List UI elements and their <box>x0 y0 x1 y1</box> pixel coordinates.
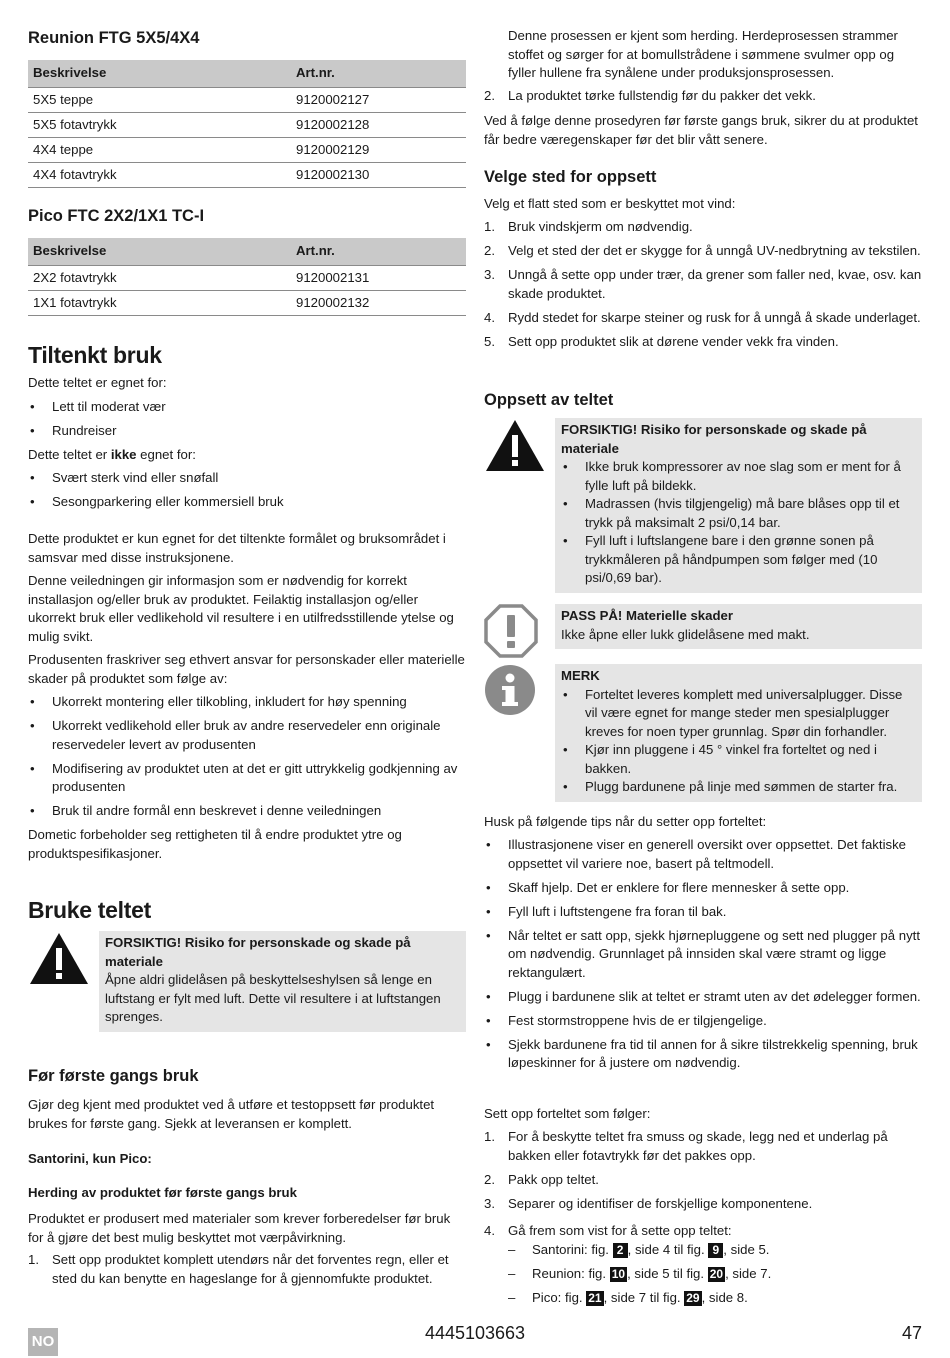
tips-list <box>484 836 922 1078</box>
table-cell: 5X5 fotavtrykk <box>28 113 291 138</box>
list-item: • Modifisering av produktet uten at det er gitt uttrykkelig godkjenning av produsenten <box>28 760 466 797</box>
list-item: • Svært sterk vind eller snøfall <box>28 469 466 488</box>
notice-text: Ikke åpne eller lukk glidelåsene med makt. <box>561 626 810 642</box>
text-run: , side 7. <box>725 1265 772 1281</box>
table-header: Beskrivelse <box>28 60 291 88</box>
suitable-intro: Dette teltet er egnet for: <box>28 375 167 390</box>
list-item <box>28 1251 466 1288</box>
table-header: Beskrivelse <box>28 238 291 266</box>
figure-ref-item <box>508 1265 922 1284</box>
first-use-para: Gjør deg kjent med produktet ved å utføre et testoppsett før produktet brukes for første gang. Sjekk at leveransen er komplett. <box>28 1097 435 1131</box>
table-row <box>28 113 466 138</box>
table-cell: 5X5 teppe <box>28 88 291 113</box>
note-box <box>484 664 922 799</box>
intended-use-heading: Tiltenkt bruk <box>28 342 162 368</box>
figure-ref-list <box>508 1241 922 1308</box>
step-text: For å beskytte teltet fra smuss og skade, legg ned et underlag på bakken eller fotavtrykk før det pakkes opp. <box>508 1129 888 1163</box>
tips-intro: Husk på følgende tips når du setter opp forteltet: <box>484 814 767 829</box>
text-run: , side 5. <box>723 1241 770 1257</box>
table-header-row <box>28 60 466 88</box>
list-item: • Ukorrekt montering eller tilkobling, inkludert for høy spenning <box>28 693 466 712</box>
table-cell: 9120002132 <box>291 291 466 316</box>
table-row <box>28 138 466 163</box>
step-number: 2. <box>484 243 495 258</box>
intended-use-body <box>28 530 466 863</box>
weathering-label: Herding av produktet før første gangs bruk <box>28 1185 297 1200</box>
table-cell: 4X4 fotavtrykk <box>28 163 291 188</box>
unsuitable-intro <box>28 446 466 465</box>
text-run: Dette teltet er <box>28 446 111 462</box>
step-text: Unngå å sette opp under trær, da grener som faller ned, kvae, osv. kan skade produktet. <box>508 267 922 301</box>
list-item: • Bruk til andre formål enn beskrevet i denne veiledningen <box>28 802 466 821</box>
table-cell: 1X1 fotavtrykk <box>28 291 291 316</box>
caution-title: FORSIKTIG! Risiko for personskade og skade på materiale <box>561 422 867 456</box>
figure-ref-item <box>508 1289 922 1308</box>
step-number: 1. <box>28 1252 39 1267</box>
list-item: • Rundreiser <box>28 422 466 441</box>
list-item: • Fyll luft i luftslangene bare i den grønne sonen på trykkmåleren på håndpumpen som følger med (10 psi/0,69 bar). <box>561 532 916 588</box>
document-number: 4445103663 <box>424 1323 526 1343</box>
list-item: • Kjør inn pluggene i 45 ° vinkel fra forteltet og ned i bakken. <box>561 741 916 778</box>
text-run: Pico: fig. <box>532 1289 587 1305</box>
table-cell: 2X2 fotavtrykk <box>28 266 291 291</box>
step-number: 2. <box>484 88 495 103</box>
list-item: • Madrassen (hvis tilgjengelig) må bare blåses opp til et trykk på maksimalt 2 psi/0,14 bar. <box>561 495 916 532</box>
step-text: Sett opp produktet komplett utendørs når det forventes regn, eller et sted du kan benytte en hageslange for å gjennomfukte produktet. <box>52 1252 449 1286</box>
caution-box <box>555 418 922 593</box>
step-text: La produktet tørke fullstendig før du pakker det vekk. <box>508 88 816 103</box>
paragraph: Dometic forbeholder seg rettigheten til å endre produktet ytre og produktspesifikasjoner. <box>28 827 402 861</box>
table-header: Art.nr. <box>291 60 466 88</box>
text-run: , side 4 til fig. <box>627 1241 709 1257</box>
step-number: 1. <box>484 219 495 234</box>
text-run: Reunion: fig. <box>532 1265 610 1281</box>
text-run: , side 7 til fig. <box>603 1289 685 1305</box>
step-text: Sett opp produktet slik at dørene vender vekk fra vinden. <box>508 333 839 349</box>
table-cell: 9120002127 <box>291 88 466 113</box>
figure-ref-item <box>508 1241 922 1260</box>
first-use-heading: Før første gangs bruk <box>28 1067 199 1085</box>
site-steps <box>484 218 922 357</box>
list-item <box>484 1128 922 1165</box>
list-item <box>484 87 922 106</box>
caution-title: FORSIKTIG! Risiko for personskade og skade på materiale <box>105 935 411 969</box>
use-tent-heading: Bruke teltet <box>28 897 151 923</box>
text-run: Santorini: fig. <box>532 1241 613 1257</box>
procedure-intro: Sett opp forteltet som følger: <box>484 1106 651 1121</box>
caution-text: Åpne aldri glidelåsen på beskyttelseshylsen så lenge en luftstang er fylt med luft. Dette vil resultere i at luftstangen sprenges. <box>105 972 441 1024</box>
reunion-parts-table <box>28 60 466 188</box>
list-item: • Fyll luft i luftstengene fra foran til bak. <box>484 903 922 922</box>
figure-number: 9 <box>708 1243 723 1258</box>
step-number: 1. <box>484 1129 495 1144</box>
step-number: 4. <box>484 309 495 325</box>
table-header: Art.nr. <box>291 238 466 266</box>
step-text: Pakk opp teltet. <box>508 1171 599 1187</box>
paragraph: Dette produktet er kun egnet for det tiltenkte formålet og bruksområdet i samsvar med disse instruksjonene. <box>28 531 446 565</box>
language-badge: NO <box>28 1328 58 1356</box>
suitable-list <box>28 398 466 441</box>
list-item: • Illustrasjonene viser en generell oversikt over oppsettet. Det faktiske oppsettet vil variere noe, basert på teltmodell. <box>484 836 922 873</box>
reunion-title: Reunion FTG 5X5/4X4 <box>28 29 200 47</box>
list-item: • Ikke bruk kompressorer av noe slag som er ment for å fylle luft på bildekk. <box>561 458 916 495</box>
table-header-row <box>28 238 466 266</box>
list-item <box>484 218 922 237</box>
caution-notice-2 <box>484 418 922 590</box>
text-run: egnet for: <box>136 446 196 462</box>
warning-triangle-icon <box>28 931 90 991</box>
emphasis-not: ikke <box>110 446 137 462</box>
list-item: • Sesongparkering eller kommersiell bruk <box>28 493 466 512</box>
step-number: 5. <box>484 333 495 349</box>
exclamation-octagon-icon <box>484 604 546 664</box>
liability-list <box>28 693 466 821</box>
list-item: • Sjekk bardunene fra tid til annen for å sikre tilstrekkelig spenning, bruk løpeskinner for å justere om nødvendig. <box>484 1036 922 1073</box>
paragraph: Denne veiledningen gir informasjon som er nødvendig for korrekt installasjon og/eller bruk av produktet. Feilaktig installasjon og/eller ukorrekt bruk eller vedlikehold vil resultere i en utilfredsstillende ytelse og mulig svikt. <box>28 573 454 644</box>
pico-title: Pico FTC 2X2/1X1 TC-I <box>28 207 205 225</box>
list-item: • Forteltet leveres komplett med universalplugger. Disse vil være egnet for mange steder men spesialplugger kreves for noen typer grunnlag. Spør din forhandler. <box>561 686 916 742</box>
table-cell: 9120002130 <box>291 163 466 188</box>
step-text: Velg et sted der det er skygge for å unngå UV-nedbrytning av tekstilen. <box>508 243 921 258</box>
figure-number: 20 <box>709 1266 724 1281</box>
list-item <box>484 309 922 328</box>
intended-use-section <box>28 374 466 517</box>
table-row <box>28 291 466 316</box>
caution-box <box>99 931 466 1032</box>
step-text: Rydd stedet for skarpe steiner og rusk for å unngå å skade underlaget. <box>508 309 921 325</box>
table-cell: 9120002131 <box>291 266 466 291</box>
text-run: , side 5 til fig. <box>627 1265 708 1281</box>
list-item <box>484 266 922 303</box>
table-row <box>28 266 466 291</box>
table-cell: 9120002129 <box>291 138 466 163</box>
caution-notice-1 <box>28 931 466 1031</box>
step-text: Gå frem som vist for å sette opp teltet: <box>508 1223 732 1238</box>
text-run: , side 8. <box>701 1289 748 1305</box>
weathering-steps <box>28 1251 466 1294</box>
list-item: • Når teltet er satt opp, sjekk hjørnepluggene og sett ned plugger på nytt om nødvendig. Grunnlaget på innsiden skal være stramt og ligge rektangulært. <box>484 927 922 983</box>
figure-number: 29 <box>686 1290 700 1305</box>
caution-list <box>561 458 916 588</box>
setup-heading: Oppsett av teltet <box>484 391 614 409</box>
table-cell: 4X4 teppe <box>28 138 291 163</box>
table-row <box>28 163 466 188</box>
list-item <box>484 242 922 261</box>
page-number: 47 <box>901 1323 922 1343</box>
info-icon <box>484 664 546 724</box>
weathering-step-2 <box>484 87 922 111</box>
weathering-continued: Denne prosessen er kjent som herding. Herdeprosessen strammer stoffet og sørger for at bomullstrådene i sømmene svulmer opp og fyller hullene fra synålene under produksjonsprosessen. <box>508 28 898 80</box>
warning-triangle-icon <box>484 418 546 478</box>
pico-parts-table <box>28 238 466 316</box>
notice-material-damage <box>484 604 922 656</box>
step-text: Separer og identifiser de forskjellige komponentene. <box>508 1195 813 1211</box>
figure-number: 10 <box>611 1266 626 1281</box>
step-text: Bruk vindskjerm om nødvendig. <box>508 219 693 234</box>
note-content <box>555 664 922 802</box>
paragraph: Produsenten fraskriver seg ethvert ansvar for personskader eller materielle skader på produktet som følge av: <box>28 652 465 686</box>
list-item: • Lett til moderat vær <box>28 398 466 417</box>
figure-number: 21 <box>588 1290 602 1305</box>
table-row <box>28 88 466 113</box>
notice-title: PASS PÅ! Materielle skader <box>561 608 733 623</box>
weathering-para: Produktet er produsert med materialer som krever forberedelser før bruk for å gjøre det best mulig beskyttet mot værpåvirkning. <box>28 1211 451 1245</box>
step-number: 2. <box>484 1171 495 1187</box>
procedure-steps <box>484 1128 922 1313</box>
list-item <box>484 1222 922 1307</box>
list-item <box>484 333 922 352</box>
table-cell: 9120002128 <box>291 113 466 138</box>
site-intro: Velg et flatt sted som er beskyttet mot vind: <box>484 196 736 211</box>
site-heading: Velge sted for oppsett <box>484 168 657 186</box>
list-item: • Plugg bardunene på linje med sømmen de starter fra. <box>561 778 916 797</box>
santorini-label: Santorini, kun Pico: <box>28 1151 152 1166</box>
list-item: • Skaff hjelp. Det er enklere for flere mennesker å sette opp. <box>484 879 922 898</box>
list-item <box>484 1195 922 1214</box>
list-item: • Plugg i bardunene slik at teltet er stramt uten av det ødelegger formen. <box>484 988 922 1007</box>
notice-box <box>555 604 922 649</box>
step-number: 4. <box>484 1223 495 1238</box>
unsuitable-list <box>28 469 466 512</box>
list-item <box>484 1171 922 1190</box>
step-number: 3. <box>484 267 495 282</box>
step-number: 3. <box>484 1195 495 1211</box>
note-title: MERK <box>561 668 600 683</box>
figure-number: 2 <box>613 1243 628 1258</box>
weathering-after: Ved å følge denne prosedyren før første gangs bruk, sikrer du at produktet får bedre væregenskaper før det blir vått senere. <box>484 113 918 147</box>
list-item: • Ukorrekt vedlikehold eller bruk av andre reservedeler enn originale reservedeler levert av produsenten <box>28 717 466 754</box>
list-item: • Fest stormstroppene hvis de er tilgjengelige. <box>484 1012 922 1031</box>
note-list <box>561 686 916 797</box>
